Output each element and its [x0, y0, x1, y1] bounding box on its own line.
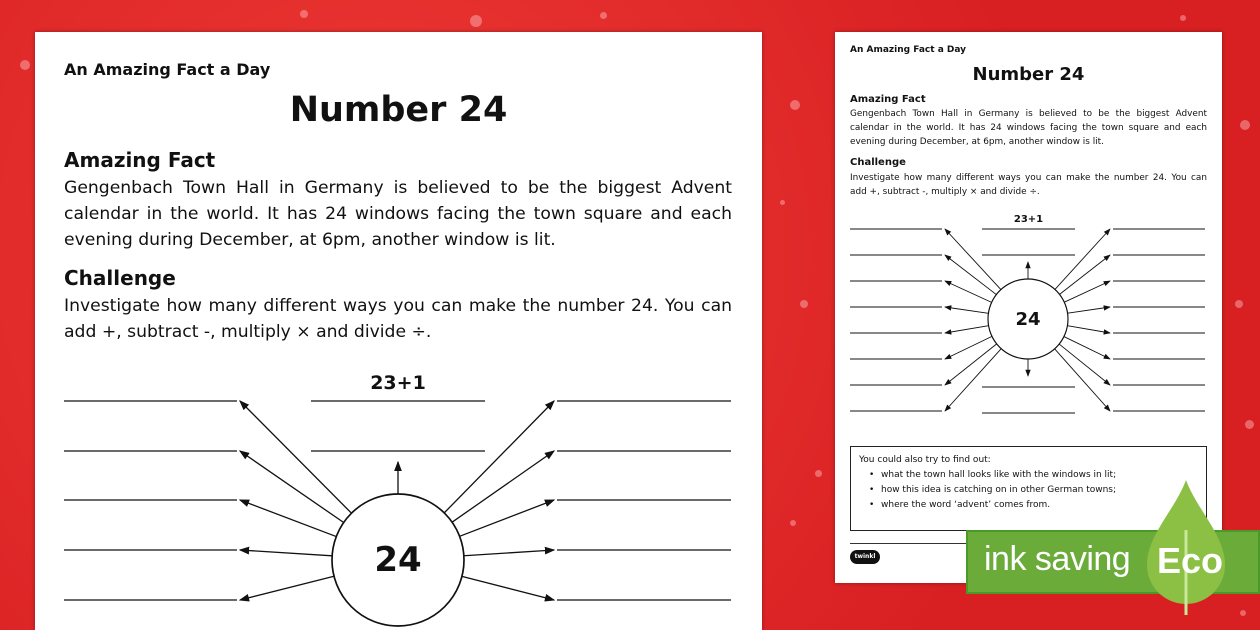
center-number: 24	[374, 540, 422, 580]
decor-dot	[1235, 300, 1243, 308]
worksheet-title: Number 24	[972, 64, 1085, 85]
decor-dot	[600, 12, 607, 19]
arrow	[240, 576, 334, 600]
arrow	[240, 500, 336, 537]
arrow	[945, 349, 1001, 411]
arrow	[945, 326, 989, 333]
arrow	[240, 451, 344, 523]
arrow	[1064, 281, 1110, 302]
series-title: An Amazing Fact a Day	[64, 60, 271, 79]
decor-dot	[20, 60, 30, 70]
fact-heading: Amazing Fact	[64, 148, 216, 172]
challenge-heading: Challenge	[64, 266, 176, 290]
find-out-heading: You could also try to find out:	[859, 455, 991, 465]
ink-saving-label: ink saving	[984, 540, 1131, 578]
worksheet-title: Number 24	[289, 90, 508, 130]
arrow	[460, 500, 554, 536]
center-number: 24	[1015, 309, 1041, 330]
decor-dot	[1240, 120, 1250, 130]
arrow	[1067, 326, 1110, 333]
arrow	[462, 576, 554, 600]
decor-dot	[780, 200, 785, 205]
fact-heading: Amazing Fact	[850, 94, 926, 105]
challenge-heading: Challenge	[850, 157, 906, 168]
series-title: An Amazing Fact a Day	[850, 45, 967, 55]
decor-dot	[790, 520, 796, 526]
arrow	[945, 307, 988, 313]
arrow	[1060, 255, 1110, 294]
example-answer: 23+1	[1013, 214, 1044, 225]
decor-dot	[1245, 420, 1254, 429]
arrow	[1055, 349, 1110, 411]
worksheet-preview-large	[35, 32, 762, 630]
fact-text: Gengenbach Town Hall in Germany is believed to be the biggest Advent calendar in the world. It has 24 windows facing the town square and each evening during December, at 6pm, another window is lit.	[850, 109, 1207, 147]
arrow	[945, 255, 996, 295]
arrow	[1055, 229, 1110, 289]
arrow	[945, 336, 992, 359]
example-answer: 23+1	[370, 372, 426, 394]
arrow	[945, 229, 1001, 290]
decor-dot	[1240, 610, 1246, 616]
arrow	[945, 281, 992, 302]
decor-dot	[815, 470, 822, 477]
arrow	[240, 550, 332, 556]
fact-text: Gengenbach Town Hall in Germany is believed to be the biggest Advent calendar in the world. It has 24 windows facing the town square and each evening during December, at 6pm, another window is lit.	[64, 178, 732, 250]
challenge-text: Investigate how many different ways you can make the number 24. You can add +, subtract -, multiply × and divide ÷.	[64, 296, 732, 342]
decor-dot	[300, 10, 308, 18]
find-out-item: • what the town hall looks like with the windows in lit;	[881, 468, 1198, 483]
find-out-item: • how this idea is catching on in other German towns;	[881, 483, 1198, 498]
arrow	[945, 344, 997, 385]
decor-dot	[1180, 15, 1186, 21]
eco-label: Eco	[1157, 540, 1224, 581]
decor-dot	[800, 300, 808, 308]
twinkl-logo: twinkl	[850, 550, 880, 564]
arrow	[452, 451, 554, 522]
decor-dot	[470, 15, 482, 27]
arrow	[1068, 307, 1110, 313]
arrow	[464, 550, 554, 556]
arrow	[1064, 337, 1110, 359]
find-out-item: • where the word ‘advent’ comes from.	[881, 498, 1198, 513]
decor-dot	[790, 100, 800, 110]
arrow	[1059, 344, 1110, 385]
arrow	[444, 401, 554, 513]
challenge-text: Investigate how many different ways you can make the number 24. You can add +, subtract -, multiply × and divide ÷.	[850, 173, 1207, 197]
arrow	[240, 401, 351, 513]
